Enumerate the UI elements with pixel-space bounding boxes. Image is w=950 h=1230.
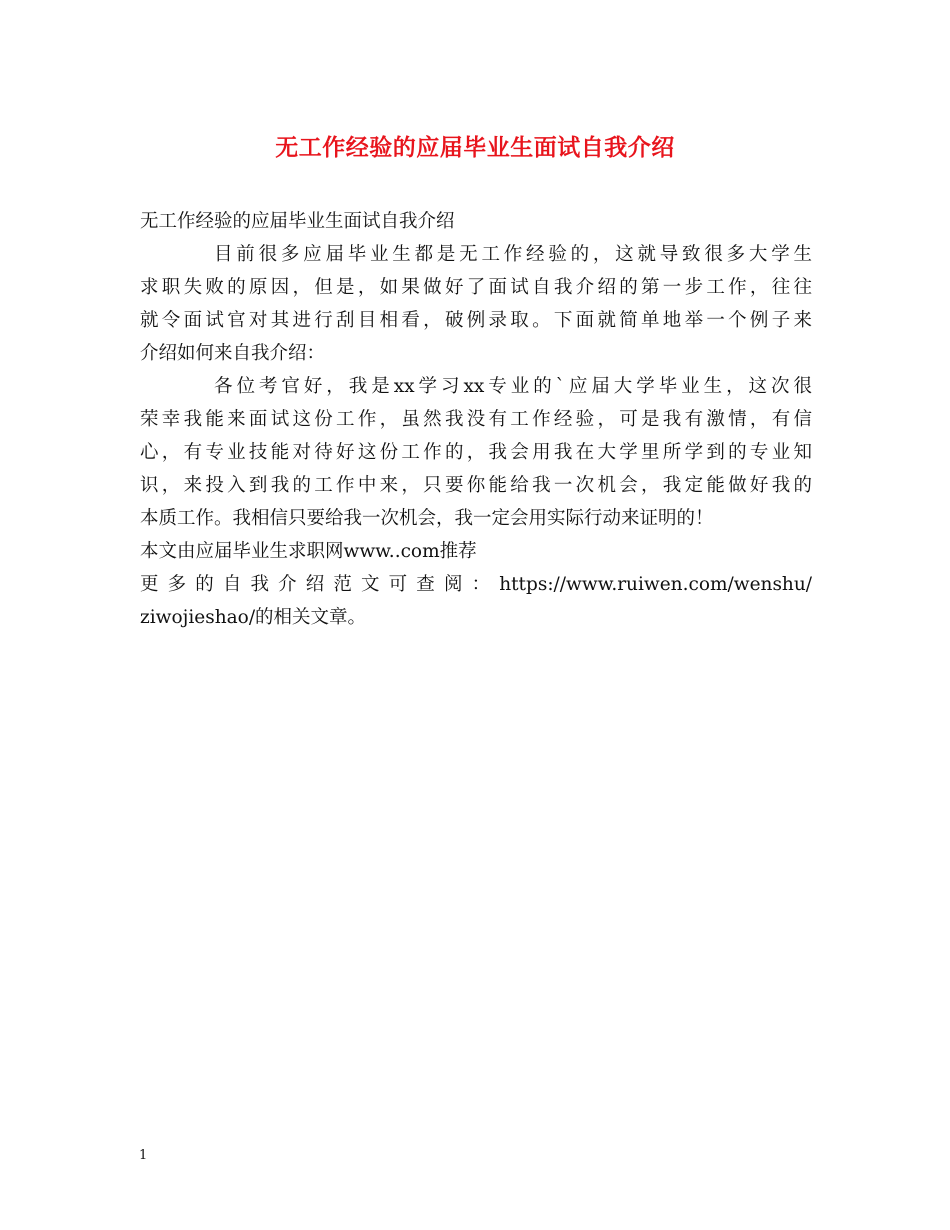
document-subtitle: 无工作经验的应届毕业生面试自我介绍 (140, 211, 455, 232)
intro-paragraph (140, 238, 812, 370)
document-body (140, 205, 812, 634)
paragraph-line: 荣幸我能来面试这份工作，虽然我没有工作经验，可是我有激情，有信 (140, 409, 812, 430)
paragraph-line: 介绍如何来自我介绍： (140, 343, 326, 364)
paragraph-line: 求职失败的原因，但是，如果做好了面试自我介绍的第一步工作，往往 (140, 277, 812, 298)
source-line: 本文由应届毕业生求职网www..com推荐 (140, 541, 477, 562)
more-reading-note (140, 568, 812, 634)
paragraph-line: 心，有专业技能对待好这份工作的，我会用我在大学里所学到的专业知 (140, 442, 812, 463)
example-paragraph (140, 370, 812, 535)
paragraph-line: 识，来投入到我的工作中来，只要你能给我一次机会，我定能做好我的 (140, 475, 812, 496)
page-number: 1 (139, 1148, 148, 1163)
paragraph-line: 就令面试官对其进行刮目相看，破例录取。下面就简单地举一个例子来 (140, 310, 812, 331)
more-reading-line: 更多的自我介绍范文可查阅：https://www.ruiwen.com/wenshu/ (140, 574, 812, 595)
paragraph-line: 各位考官好，我是xx学习xx专业的`应届大学毕业生，这次很 (214, 376, 812, 397)
paragraph-line: 本质工作。我相信只要给我一次机会，我一定会用实际行动来证明的！ (140, 508, 714, 529)
document-title: 无工作经验的应届毕业生面试自我介绍 (275, 134, 675, 161)
paragraph-line: 目前很多应届毕业生都是无工作经验的，这就导致很多大学生 (214, 244, 812, 265)
more-reading-line: ziwojieshao/的相关文章。 (140, 607, 367, 628)
